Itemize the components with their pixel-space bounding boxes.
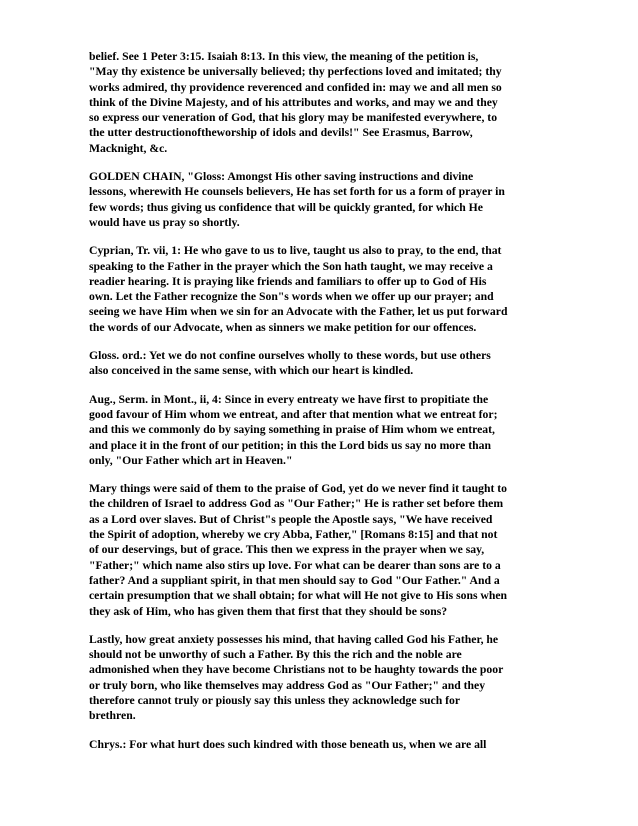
text-line: as a Lord over slaves. But of Christ"s people the Apostle says, "We have received [89, 512, 493, 526]
text-line: the utter destructionoftheworship of idols and devils!" See Erasmus, Barrow, [89, 126, 473, 140]
text-line: father? And a suppliant spirit, in that men should say to God "Our Father." And a [89, 573, 500, 587]
text-line: belief. See 1 Peter 3:15. Isaiah 8:13. In this view, the meaning of the petition is, [89, 50, 479, 63]
text-line: the words of our Advocate, when as sinners we make petition for our offences. [89, 320, 477, 334]
text-line: also conceived in the same sense, with which our heart is kindled. [89, 364, 414, 378]
text-line: Chrys.: For what hurt does such kindred with those beneath us, when we are all [89, 737, 487, 751]
text-line: admonished when they have become Christians not to be haughty towards the poor [89, 663, 504, 677]
text-line: few words; thus giving us confidence that will be quickly granted, for which He [89, 200, 483, 214]
text-line: would have us pray so shortly. [89, 215, 240, 229]
text-line: so express our veneration of God, that his glory may be manifested everywhere, to [89, 111, 498, 125]
text-line: or truly born, who like themselves may address God as "Our Father;" and they [89, 678, 486, 692]
text-line: Cyprian, Tr. vii, 1: He who gave to us to live, taught us also to pray, to the end, that [89, 244, 502, 258]
paragraph-mary-things [89, 481, 551, 619]
text-line: should not be unworthy of such a Father. By this the rich and the noble are [89, 648, 462, 662]
text-line: "May thy existence be universally believed; thy perfections loved and imitated; thy [89, 65, 502, 79]
text-line: the Spirit of adoption, whereby we cry Abba, Father," [Romans 8:15] and that not [89, 528, 498, 542]
text-line: they ask of Him, who has given them that first that they should be sons? [89, 604, 448, 618]
paragraph-golden-chain [89, 169, 551, 230]
text-line: "Father;" which name also stirs up love. For what can be dearer than sons are to a [89, 558, 501, 572]
text-line: GOLDEN CHAIN, "Gloss: Amongst His other saving instructions and divine [89, 170, 474, 184]
text-line: Aug., Serm. in Mont., ii, 4: Since in every entreaty we have first to propitiate the [89, 392, 489, 406]
text-line: readier hearing. It is praying like friends and familiars to offer up to God of His [89, 274, 487, 288]
paragraph-lastly [89, 632, 551, 724]
text-line: Gloss. ord.: Yet we do not confine ourselves wholly to these words, but use others [89, 349, 491, 363]
text-line: seeing we have Him when we sin for an Advocate with the Father, let us put forward [89, 305, 508, 319]
page-text [89, 49, 551, 765]
text-line: think of the Divine Majesty, and of his attributes and works, and may we and they [89, 95, 498, 109]
text-line: of our deservings, but of grace. This then we express in the prayer when we say, [89, 543, 485, 557]
text-line: Mary things were said of them to the praise of God, yet do we never find it taught to [89, 482, 508, 496]
text-line: Macknight, &c. [89, 141, 168, 155]
text-line: own. Let the Father recognize the Son"s words when we offer up our prayer; and [89, 290, 494, 304]
text-line: certain presumption that we shall obtain; for what will He not give to His sons when [89, 589, 508, 603]
paragraph-belief [89, 49, 551, 156]
text-line: Lastly, how great anxiety possesses his mind, that having called God his Father, he [89, 632, 499, 646]
text-line: and place it in the front of our petition; in this the Lord bids us say no more than [89, 438, 491, 452]
text-line: and this we commonly do by saying something in praise of Him whom we entreat, [89, 423, 495, 437]
text-line: speaking to the Father in the prayer which the Son hath taught, we may receive a [89, 259, 493, 273]
text-line: brethren. [89, 709, 136, 723]
text-line: only, "Our Father which art in Heaven." [89, 453, 293, 467]
text-line: good favour of Him whom we entreat, and after that mention what we entreat for; [89, 407, 498, 421]
text-line: the children of Israel to address God as "Our Father;" He is rather set before them [89, 497, 504, 511]
text-line: works admired, thy providence reverenced and confided in: may we and all men so [89, 80, 502, 94]
paragraph-chrysostom [89, 737, 551, 752]
paragraph-cyprian [89, 243, 551, 335]
text-line: lessons, wherewith He counsels believers, He has set forth for us a form of prayer in [89, 185, 505, 199]
paragraph-gloss-ord [89, 348, 551, 379]
text-line: therefore cannot truly or piously say this unless they acknowledge such for [89, 693, 461, 707]
paragraph-augustine [89, 392, 551, 468]
